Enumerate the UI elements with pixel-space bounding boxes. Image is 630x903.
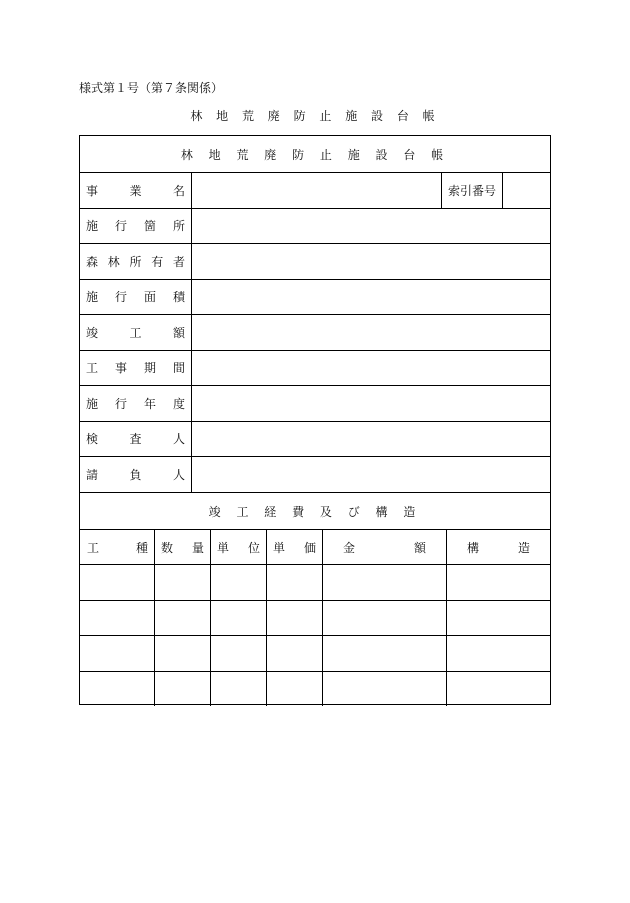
divider	[266, 530, 267, 564]
divider	[154, 530, 155, 564]
row-label: 施 行 箇 所	[86, 219, 185, 233]
ledger-table	[79, 135, 551, 705]
row-value[interactable]	[192, 244, 550, 279]
divider	[446, 530, 447, 564]
row-value[interactable]	[192, 350, 550, 385]
divider	[322, 600, 323, 635]
row-label: 工 事 期 間	[86, 361, 185, 375]
ledger-table-title: 林 地 荒 廃 防 止 施 設 台 帳	[180, 147, 450, 162]
divider	[266, 565, 267, 600]
row-label: 施 行 年 度	[86, 397, 185, 411]
divider	[210, 565, 211, 600]
cost-column-header	[81, 530, 154, 564]
cost-cell[interactable]	[155, 636, 210, 671]
divider	[210, 530, 211, 564]
cost-column-header	[267, 530, 322, 564]
divider	[446, 565, 447, 600]
cost-column-header-text: 単 位	[217, 540, 260, 555]
divider	[322, 636, 323, 671]
divider	[154, 671, 155, 706]
row-value[interactable]	[192, 173, 441, 208]
divider	[266, 671, 267, 706]
row-value[interactable]	[192, 457, 550, 492]
row-value[interactable]	[192, 279, 550, 314]
cost-column-header-text: 工 種	[87, 540, 148, 555]
cost-cell[interactable]	[155, 600, 210, 635]
cost-cell[interactable]	[323, 671, 446, 706]
cost-column-header-text: 金 額	[343, 540, 426, 555]
cost-column-header	[323, 530, 446, 564]
cost-cell[interactable]	[211, 636, 266, 671]
cost-cell[interactable]	[447, 636, 550, 671]
index-number-label: 索引番号	[447, 184, 496, 198]
row-label: 施 行 面 積	[86, 290, 185, 304]
cost-column-header-text: 構 造	[467, 540, 530, 555]
cost-column-header	[447, 530, 550, 564]
cost-cell[interactable]	[267, 600, 322, 635]
cost-cell[interactable]	[155, 565, 210, 600]
row-label: 検 査 人	[86, 432, 185, 446]
index-number-value[interactable]	[503, 173, 550, 208]
divider	[266, 636, 267, 671]
divider	[154, 565, 155, 600]
divider	[154, 636, 155, 671]
divider	[266, 600, 267, 635]
cost-column-header	[155, 530, 210, 564]
row-value[interactable]	[192, 315, 550, 350]
cost-cell[interactable]	[323, 600, 446, 635]
row-value[interactable]	[192, 386, 550, 421]
divider	[322, 530, 323, 564]
cost-cell[interactable]	[447, 600, 550, 635]
cost-cell[interactable]	[323, 636, 446, 671]
divider	[210, 671, 211, 706]
cost-cell[interactable]	[81, 565, 154, 600]
cost-cell[interactable]	[323, 565, 446, 600]
row-value[interactable]	[192, 208, 550, 243]
divider	[154, 600, 155, 635]
divider	[322, 671, 323, 706]
divider	[210, 636, 211, 671]
divider	[446, 600, 447, 635]
row-label: 竣 工 額	[86, 326, 185, 340]
cost-cell[interactable]	[211, 600, 266, 635]
cost-cell[interactable]	[81, 600, 154, 635]
row-value[interactable]	[192, 421, 550, 456]
row-label: 森 林 所 有 者	[86, 255, 185, 269]
divider	[446, 671, 447, 706]
cost-section-title: 竣 工 経 費 及 び 構 造	[208, 504, 422, 519]
document-title: 林 地 荒 廃 防 止 施 設 台 帳	[190, 109, 440, 123]
cost-column-header	[211, 530, 266, 564]
cost-cell[interactable]	[447, 671, 550, 706]
cost-cell[interactable]	[267, 565, 322, 600]
divider	[322, 565, 323, 600]
cost-cell[interactable]	[81, 636, 154, 671]
cost-cell[interactable]	[447, 565, 550, 600]
cost-cell[interactable]	[267, 636, 322, 671]
cost-column-header-text: 単 価	[273, 540, 316, 555]
cost-column-header-text: 数 量	[161, 540, 204, 555]
cost-cell[interactable]	[81, 671, 154, 706]
cost-cell[interactable]	[211, 565, 266, 600]
cost-cell[interactable]	[267, 671, 322, 706]
divider	[210, 600, 211, 635]
cost-cell[interactable]	[211, 671, 266, 706]
form-reference: 様式第１号（第７条関係）	[79, 81, 224, 95]
row-label: 事 業 名	[86, 184, 185, 198]
divider	[446, 636, 447, 671]
cost-cell[interactable]	[155, 671, 210, 706]
row-label: 請 負 人	[86, 468, 185, 482]
